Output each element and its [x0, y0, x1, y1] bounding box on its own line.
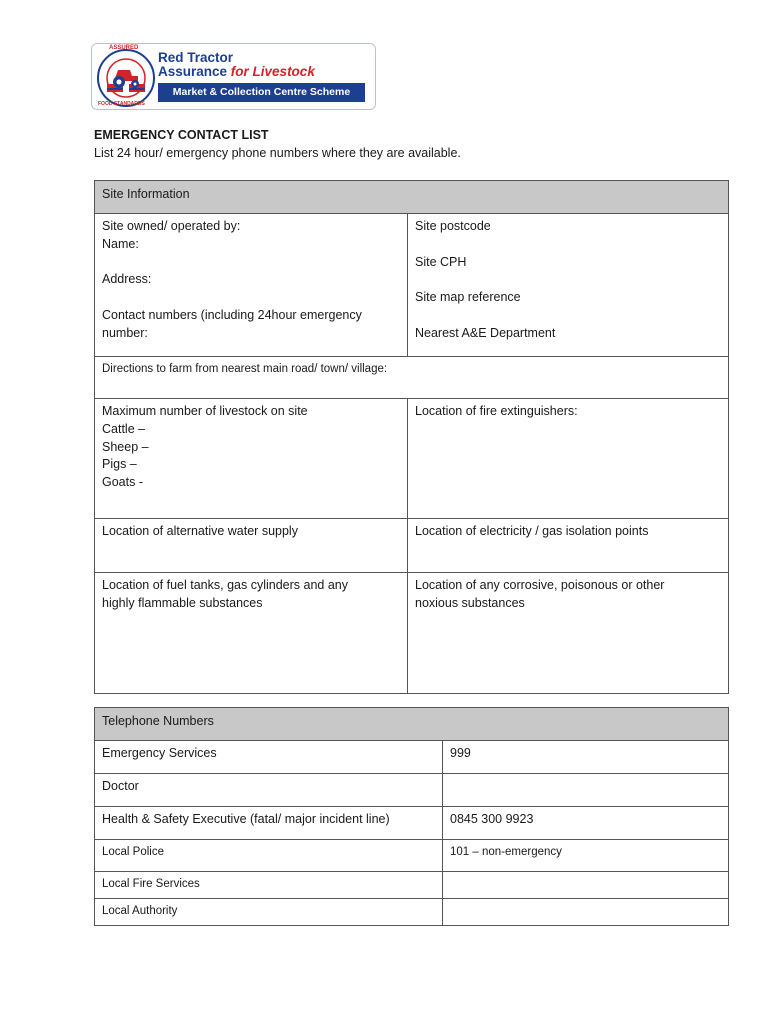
seal-bottom-text: FOOD STANDARDS	[98, 101, 145, 107]
red-tractor-logo	[91, 43, 376, 110]
phone-label: Doctor	[102, 779, 139, 793]
phone-label-cell	[95, 840, 443, 872]
phone-label: Health & Safety Executive (fatal/ major incident line)	[102, 812, 390, 826]
phone-value-cell[interactable]	[443, 741, 729, 774]
alternative-water-label: Location of alternative water supply	[102, 524, 298, 538]
phone-value: 101 – non-emergency	[450, 846, 562, 858]
isolation-points-cell[interactable]	[408, 519, 729, 573]
brand-name: Red Tractor	[158, 50, 234, 65]
site-information-table	[94, 180, 729, 694]
phone-label-cell	[95, 807, 443, 840]
phone-label: Local Authority	[102, 905, 178, 917]
telephone-numbers-header: Telephone Numbers	[95, 708, 729, 741]
directions-cell[interactable]	[95, 357, 729, 399]
site-information-header: Site Information	[95, 181, 729, 214]
assured-food-standards-seal-icon	[96, 48, 156, 108]
phone-label-cell	[95, 872, 443, 899]
corrosive-substances-cell[interactable]	[408, 573, 729, 694]
telephone-numbers-table	[94, 707, 729, 926]
fuel-tanks-label-2: highly flammable substances	[102, 595, 263, 610]
pigs-label: Pigs –	[102, 457, 137, 472]
phone-value-cell[interactable]	[443, 872, 729, 899]
contact-numbers-label: Contact numbers (including 24hour emergency	[102, 307, 362, 322]
site-map-reference-label: Site map reference	[415, 290, 521, 305]
contact-numbers-label-2: number:	[102, 325, 148, 340]
phone-label: Local Fire Services	[102, 878, 200, 890]
address-label: Address:	[102, 272, 152, 287]
phone-value: 0845 300 9923	[450, 812, 534, 826]
phone-value-cell[interactable]	[443, 807, 729, 840]
corrosive-label: Location of any corrosive, poisonous or other	[415, 578, 665, 592]
nearest-ae-label: Nearest A&E Department	[415, 325, 556, 340]
fuel-tanks-cell[interactable]	[95, 573, 408, 694]
phone-label-cell	[95, 899, 443, 926]
site-owner-cell[interactable]	[95, 214, 408, 357]
directions-label: Directions to farm from nearest main road/ town/ village:	[102, 363, 388, 375]
site-details-cell[interactable]	[408, 214, 729, 357]
phone-label: Emergency Services	[102, 746, 217, 760]
site-postcode-label: Site postcode	[415, 219, 491, 233]
name-label: Name:	[102, 236, 139, 251]
phone-label-cell	[95, 741, 443, 774]
site-cph-label: Site CPH	[415, 254, 467, 269]
fire-extinguishers-cell[interactable]	[408, 399, 729, 519]
isolation-points-label: Location of electricity / gas isolation points	[415, 524, 649, 538]
phone-label-cell	[95, 774, 443, 807]
seal-top-text: ASSURED	[109, 45, 139, 51]
cattle-label: Cattle –	[102, 421, 146, 436]
phone-label: Local Police	[102, 846, 165, 858]
brand-subtitle: Assurance for Livestock	[158, 64, 315, 79]
livestock-cell[interactable]	[95, 399, 408, 519]
owned-by-label: Site owned/ operated by:	[102, 219, 241, 233]
max-livestock-label: Maximum number of livestock on site	[102, 404, 308, 418]
page-title: EMERGENCY CONTACT LIST	[94, 128, 269, 142]
fire-extinguishers-label: Location of fire extinguishers:	[415, 404, 578, 418]
fuel-tanks-label: Location of fuel tanks, gas cylinders and any	[102, 578, 348, 592]
scheme-banner: Market & Collection Centre Scheme	[158, 83, 365, 102]
alternative-water-cell[interactable]	[95, 519, 408, 573]
phone-value-cell[interactable]	[443, 899, 729, 926]
page-subtitle: List 24 hour/ emergency phone numbers where they are available.	[94, 146, 461, 160]
phone-value-cell[interactable]	[443, 774, 729, 807]
phone-value: 999	[450, 746, 471, 760]
phone-value-cell[interactable]	[443, 840, 729, 872]
sheep-label: Sheep –	[102, 439, 149, 454]
goats-label: Goats -	[102, 475, 143, 490]
corrosive-label-2: noxious substances	[415, 595, 525, 610]
